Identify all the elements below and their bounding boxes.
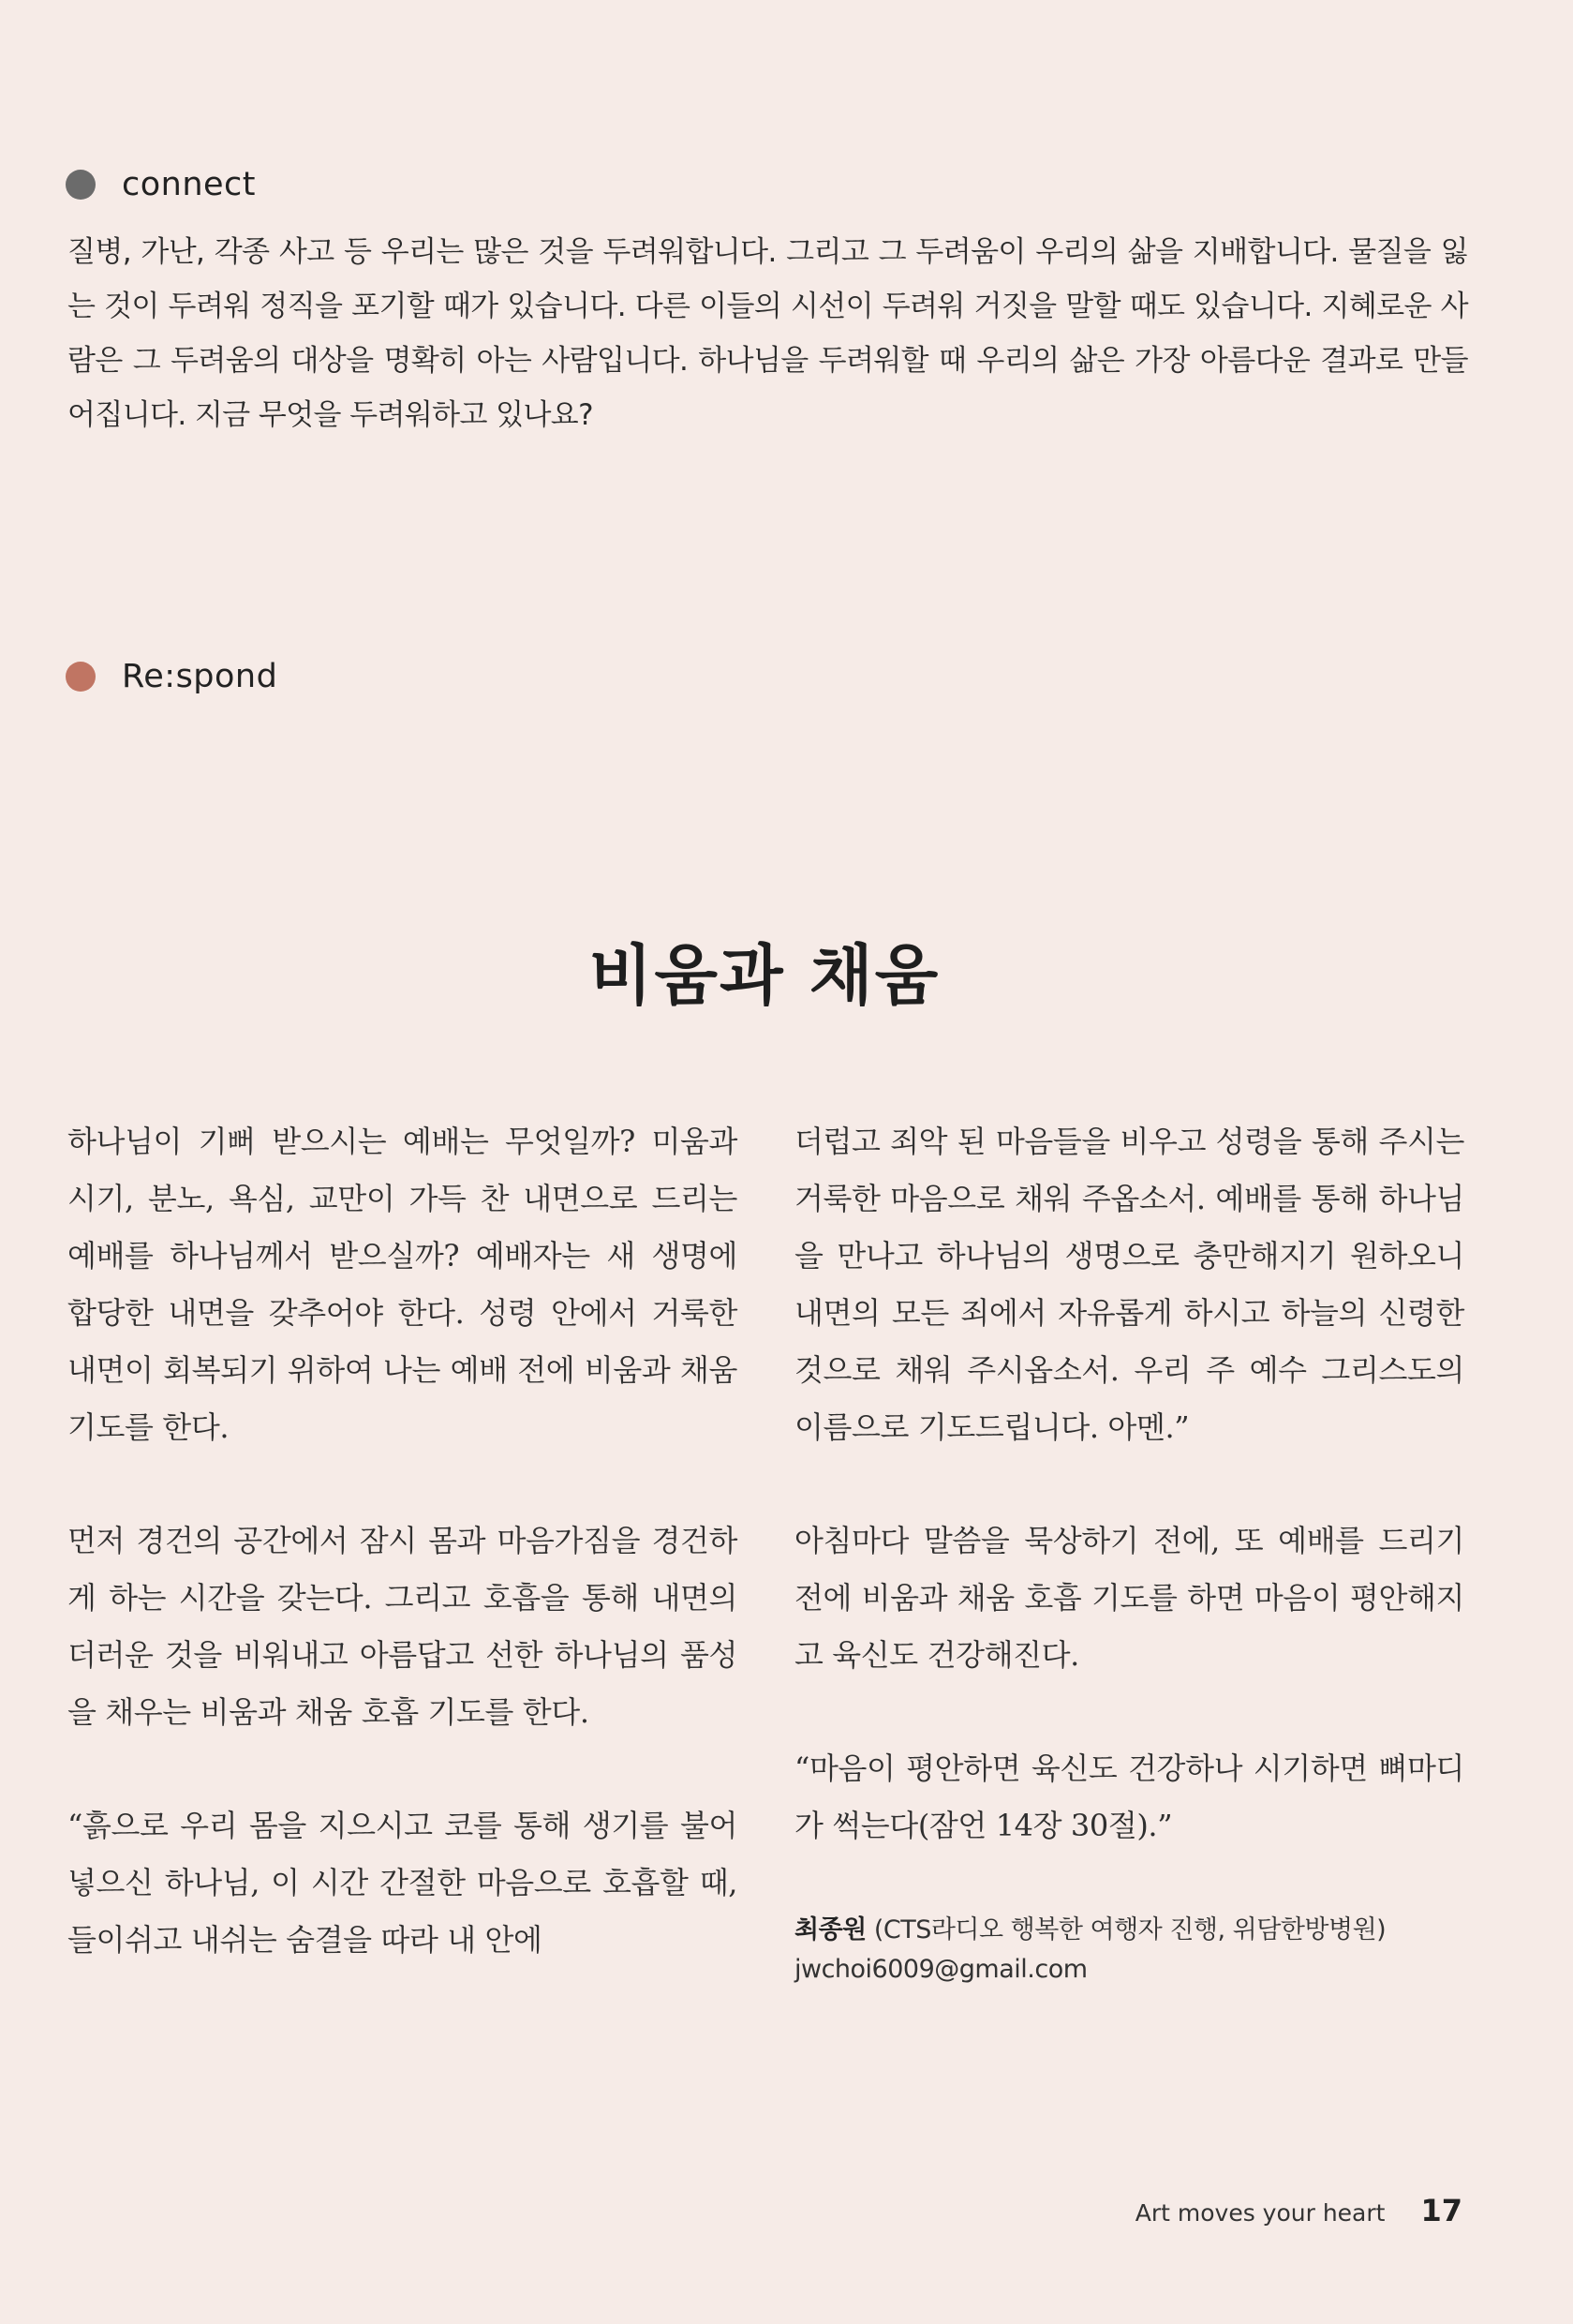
footer-tagline: Art moves your heart bbox=[1135, 2199, 1386, 2227]
author-line bbox=[794, 1911, 1464, 1950]
author-role: (CTS라디오 행복한 여행자 진행, 위담한방병원) bbox=[866, 1915, 1387, 1944]
article-paragraph: 더럽고 죄악 된 마음들을 비우고 성령을 통해 주시는 거룩한 마음으로 채워 주옵소서. 예배를 통해 하나님을 만나고 하나님의 생명으로 충만해지기 원하오니 내면의 모든 죄에서 자유롭게 하시고 하늘의 신령한 것으로 채워 주시옵소서. 우리 주 예수 그리스도의 이름으로 기도드립니다. 아멘.” bbox=[794, 1124, 1464, 1445]
article-title: 비움과 채움 bbox=[588, 937, 941, 1014]
article-paragraph: 먼저 경건의 공간에서 잠시 몸과 마음가짐을 경건하게 하는 시간을 갖는다. 그리고 호흡을 통해 내면의 더러운 것을 비워내고 아름답고 선한 하나님의 품성을 채우는 비움과 채움 호흡 기도를 한다. bbox=[67, 1523, 737, 1730]
page-footer bbox=[1135, 2193, 1462, 2228]
connect-text: 질병, 가난, 각종 사고 등 우리는 많은 것을 두려워합니다. 그리고 그 두려움이 우리의 삶을 지배합니다. 물질을 잃는 것이 두려워 정직을 포기할 때가 있습니다. 다른 이들의 시선이 두려워 거짓을 말할 때도 있습니다. 지혜로운 사람은 그 두려움의 대상을 명확히 아는 사람입니다. 하나님을 두려워할 때 우리의 삶은 가장 아름다운 결과로 만들어집니다. 지금 무엇을 두려워하고 있나요? bbox=[67, 235, 1468, 432]
connect-heading bbox=[66, 166, 256, 203]
article-left-column bbox=[67, 1113, 737, 2025]
author-email[interactable]: jwchoi6009@gmail.com bbox=[794, 1955, 1088, 1984]
respond-heading bbox=[66, 658, 277, 695]
connect-label: connect bbox=[122, 166, 257, 203]
article-paragraph: “흙으로 우리 몸을 지으시고 코를 통해 생기를 불어넣으신 하나님, 이 시간 간절한 마음으로 호흡할 때, 들이쉬고 내쉬는 숨결을 따라 내 안에 bbox=[67, 1808, 737, 1958]
article-right-column bbox=[794, 1113, 1464, 1989]
connect-bullet-icon bbox=[66, 170, 96, 200]
page-number: 17 bbox=[1420, 2193, 1462, 2228]
article-paragraph: “마음이 평안하면 육신도 건강하나 시기하면 뼈마디가 썩는다(잠언 14장 30절).” bbox=[794, 1750, 1464, 1843]
author-name: 최종원 bbox=[794, 1915, 867, 1944]
article-paragraph: 아침마다 말씀을 묵상하기 전에, 또 예배를 드리기 전에 비움과 채움 호흡 기도를 하면 마음이 평안해지고 육신도 건강해진다. bbox=[794, 1523, 1464, 1673]
article-paragraph: 하나님이 기뻐 받으시는 예배는 무엇일까? 미움과 시기, 분노, 욕심, 교만이 가득 찬 내면으로 드리는 예배를 하나님께서 받으실까? 예배자는 새 생명에 합당한 내면을 갖추어야 한다. 성령 안에서 거룩한 내면이 회복되기 위하여 나는 예배 전에 비움과 채움 기도를 한다. bbox=[67, 1124, 737, 1445]
respond-label: Re:spond bbox=[122, 658, 278, 695]
respond-bullet-icon bbox=[66, 662, 96, 692]
author-block bbox=[794, 1911, 1464, 1989]
